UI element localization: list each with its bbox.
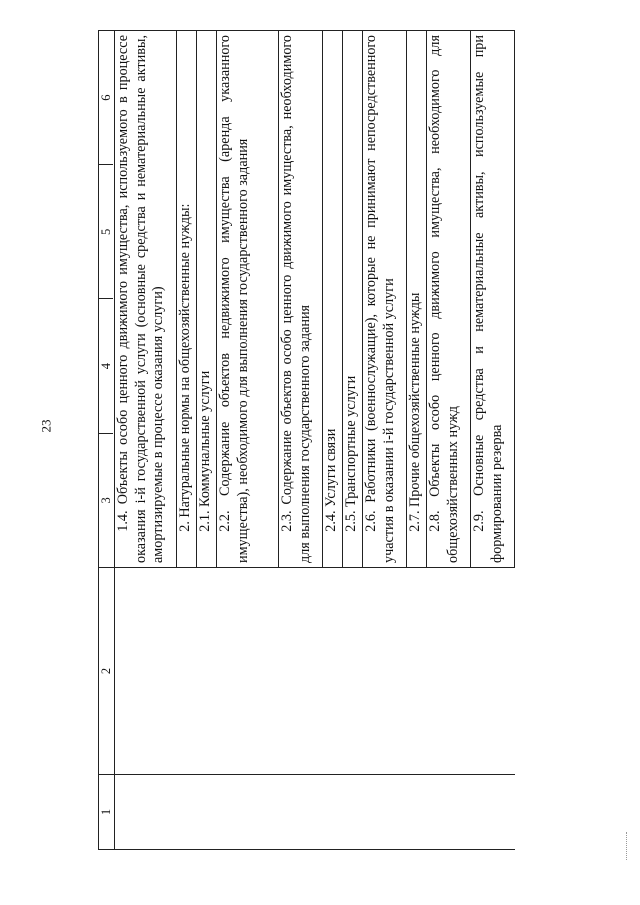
row-2: 2. Натуральные нормы на общехозяйственные нужды: — [177, 31, 197, 568]
row-2-6: 2.6. Работники (военнослужащие), которые не принимают непосредственного участия в оказании i-й государственной услуги — [363, 31, 407, 568]
row-2-2: 2.2. Содержание объектов недвижимого имущества (аренда указанного имущества), необходимого для выполнения государственного задания — [217, 31, 279, 568]
row-2-5: 2.5. Транспортные услуги — [343, 31, 363, 568]
row-2-7: 2.7. Прочие общехозяйственные нужды — [407, 31, 427, 568]
header-col-5: 5 — [99, 164, 113, 298]
row-2-4: 2.4. Услуги связи — [323, 31, 343, 568]
row-2-9: 2.9. Основные средства и нематериальные активы, используемые при формировании резерва — [471, 31, 515, 568]
header-col-1: 1 — [99, 775, 115, 850]
header-col-3: 3 — [99, 433, 113, 567]
row-2-3: 2.3. Содержание объектов особо ценного движимого имущества, необходимого для выполнения государственного задания — [279, 31, 323, 568]
table-header-row — [99, 31, 115, 850]
header-col-4: 4 — [99, 299, 113, 433]
page-number: 23 — [38, 419, 54, 433]
row-2-8: 2.8. Объекты особо ценного движимого имущества, необходимого для общехозяйственных нужд — [427, 31, 471, 568]
empty-cell-col-2 — [115, 568, 515, 775]
table-row — [115, 31, 177, 850]
empty-cell-col-1 — [115, 775, 515, 850]
norms-table — [98, 30, 515, 850]
header-col-6: 6 — [99, 94, 113, 101]
header-col-2: 2 — [99, 568, 115, 775]
rotated-table-container — [98, 30, 508, 850]
scan-artifact — [626, 832, 630, 860]
header-col-3-6 — [99, 31, 115, 568]
row-1-4: 1.4. Объекты особо ценного движимого имущества, используемого в процессе оказания i-й государственной услуги (основные средства и нематериальные активы, амортизируемые в процессе оказания услуги) — [115, 31, 177, 568]
row-2-1: 2.1. Коммунальные услуги — [197, 31, 217, 568]
